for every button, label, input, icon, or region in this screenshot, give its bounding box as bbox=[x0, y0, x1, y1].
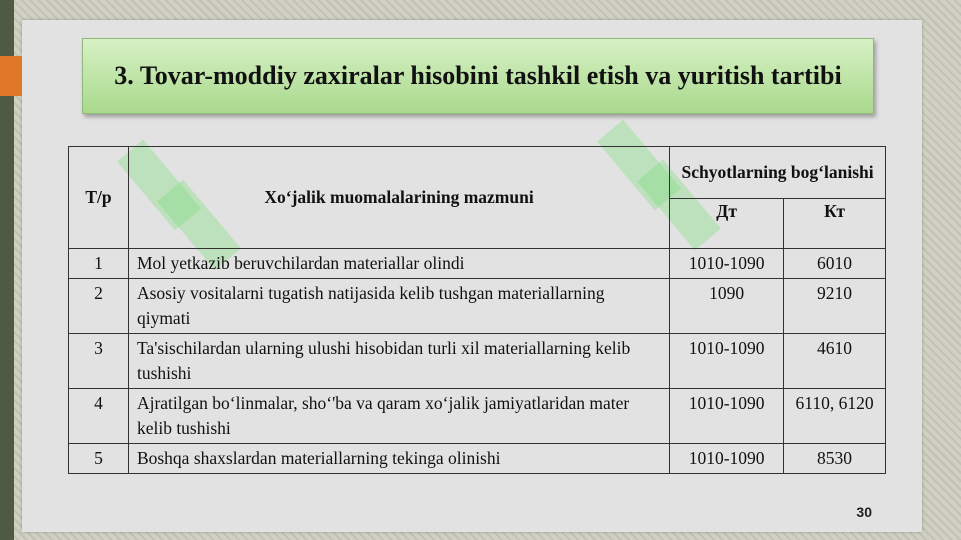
slide bbox=[22, 20, 922, 532]
row-credit: 6010 bbox=[784, 249, 886, 279]
accounting-table bbox=[68, 146, 886, 474]
header-accounts-group: Schyotlarning bog‘lanishi bbox=[670, 147, 886, 199]
slide-title: 3. Tovar-moddiy zaxiralar hisobini tashkil etish va yuritish tartibi bbox=[114, 61, 842, 90]
row-debit: 1090 bbox=[670, 279, 784, 334]
header-content: Xo‘jalik muomalalarining mazmuni bbox=[128, 147, 669, 249]
header-kt: Кт bbox=[784, 199, 886, 249]
row-debit: 1010-1090 bbox=[670, 334, 784, 389]
title-banner bbox=[82, 38, 874, 114]
row-number: 5 bbox=[69, 444, 129, 474]
table-row bbox=[69, 389, 886, 444]
header-tp: T/p bbox=[69, 147, 129, 249]
table-row bbox=[69, 279, 886, 334]
accent-tab bbox=[0, 56, 22, 96]
row-number: 4 bbox=[69, 389, 129, 444]
row-content: Asosiy vositalarni tugatish natijasida kelib tushgan materiallarning qiymati bbox=[128, 279, 669, 334]
table-row bbox=[69, 444, 886, 474]
row-credit: 6110, 6120 bbox=[784, 389, 886, 444]
page-number: 30 bbox=[856, 504, 872, 520]
row-content: Ta'sischilardan ularning ulushi hisobidan turli xil materiallarning kelib tushishi bbox=[128, 334, 669, 389]
row-debit: 1010-1090 bbox=[670, 249, 784, 279]
row-content: Mol yetkazib beruvchilardan materiallar olindi bbox=[128, 249, 669, 279]
row-credit: 9210 bbox=[784, 279, 886, 334]
row-number: 1 bbox=[69, 249, 129, 279]
row-content: Ajratilgan bo‘linmalar, sho‘'ba va qaram xo‘jalik jamiyatlaridan mater kelib tushishi bbox=[128, 389, 669, 444]
row-credit: 4610 bbox=[784, 334, 886, 389]
header-dt: Дт bbox=[670, 199, 784, 249]
table-row bbox=[69, 249, 886, 279]
table-row bbox=[69, 334, 886, 389]
row-debit: 1010-1090 bbox=[670, 389, 784, 444]
row-number: 2 bbox=[69, 279, 129, 334]
row-debit: 1010-1090 bbox=[670, 444, 784, 474]
row-content: Boshqa shaxslardan materiallarning tekinga olinishi bbox=[128, 444, 669, 474]
row-number: 3 bbox=[69, 334, 129, 389]
row-credit: 8530 bbox=[784, 444, 886, 474]
